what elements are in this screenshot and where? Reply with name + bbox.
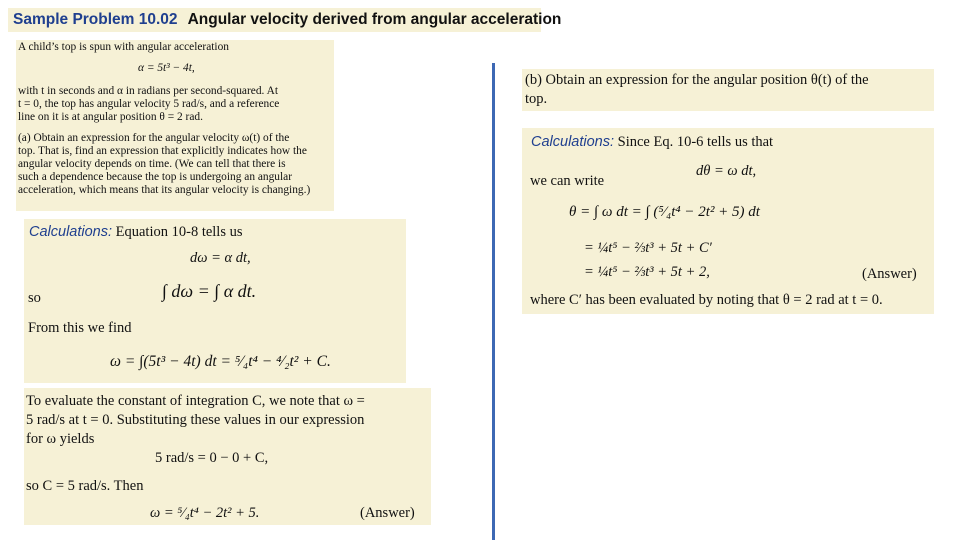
calculations-b-label: Calculations: [531, 134, 615, 150]
calculations-a-eq1: dω = α dt, [190, 250, 251, 266]
calculations-a-intro [29, 224, 243, 241]
calculations-b-box [522, 128, 934, 314]
constant-a-box [24, 388, 431, 525]
calculations-b-eq1: dθ = ω dt, [696, 163, 757, 179]
column-divider [492, 63, 495, 540]
calculations-b-note: where C′ has been evaluated by noting that θ = 2 rad at t = 0. [530, 292, 883, 308]
constant-a-line-2: 5 rad/s at t = 0. Substituting these values in our expression [26, 412, 365, 428]
problem-line-2: with t in seconds and α in radians per second-squared. At [18, 85, 278, 97]
calculations-a-label: Calculations: [29, 224, 113, 240]
problem-line-8: such a dependence because the top is undergoing an angular [18, 171, 293, 183]
calculations-b-eq3: = ¼t⁵ − ⅔t³ + 5t + C′ [584, 240, 712, 256]
calculations-b-intro [531, 134, 773, 151]
problem-line-9: acceleration, which means that its angular velocity is changing.) [18, 184, 311, 196]
sample-problem-title [8, 8, 562, 32]
calculations-b-eq2: θ = ∫ ω dt = ∫ (⁵⁄₄t⁴ − 2t² + 5) dt [569, 204, 760, 220]
constant-a-eq2: ω = ⁵⁄₄t⁴ − 2t² + 5. [150, 505, 260, 521]
constant-a-answer: (Answer) [360, 505, 415, 521]
part-b-line-2: top. [525, 91, 548, 107]
problem-equation: α = 5t³ − 4t, [138, 62, 195, 74]
problem-line-3: t = 0, the top has angular velocity 5 rad/s, and a reference [18, 98, 280, 110]
calculations-b-intro-text: Since Eq. 10-6 tells us that [617, 134, 774, 150]
part-b-line-1: (b) Obtain an expression for the angular position θ(t) of the [525, 72, 869, 88]
part-b-box [522, 69, 934, 111]
sample-problem-heading: Angular velocity derived from angular acceleration [187, 11, 562, 28]
problem-line-1: A child’s top is spun with angular acceleration [18, 41, 229, 53]
calculations-b-eq4: = ¼t⁵ − ⅔t³ + 5t + 2, [584, 264, 710, 280]
calculations-a-eq2: ∫ dω = ∫ α dt. [162, 281, 257, 301]
problem-line-4: line on it is at angular position θ = 2 rad. [18, 111, 203, 123]
calculations-a-eq3: ω = ∫(5t³ − 4t) dt = ⁵⁄₄t⁴ − ⁴⁄₂t² + C. [110, 353, 331, 370]
constant-a-line-3: for ω yields [26, 431, 95, 447]
sample-problem-label: Sample Problem 10.02 [13, 11, 178, 28]
constant-a-line-1: To evaluate the constant of integration C, we note that ω = [26, 393, 365, 409]
constant-a-eq1: 5 rad/s = 0 − 0 + C, [155, 450, 269, 466]
calculations-b-write: we can write [530, 173, 605, 189]
calculations-a-from: From this we find [28, 320, 132, 336]
calculations-a-box [24, 219, 406, 383]
calculations-a-intro-text: Equation 10-8 tells us [115, 224, 243, 240]
problem-line-7: angular velocity depends on time. (We can tell that there is [18, 158, 286, 170]
problem-statement-box [16, 40, 334, 211]
problem-line-5: (a) Obtain an expression for the angular velocity ω(t) of the [18, 132, 290, 144]
calculations-a-so: so [28, 290, 41, 306]
problem-line-6: top. That is, find an expression that explicitly indicates how the [18, 145, 307, 157]
calculations-b-answer: (Answer) [862, 266, 917, 282]
constant-a-so: so C = 5 rad/s. Then [26, 478, 144, 494]
